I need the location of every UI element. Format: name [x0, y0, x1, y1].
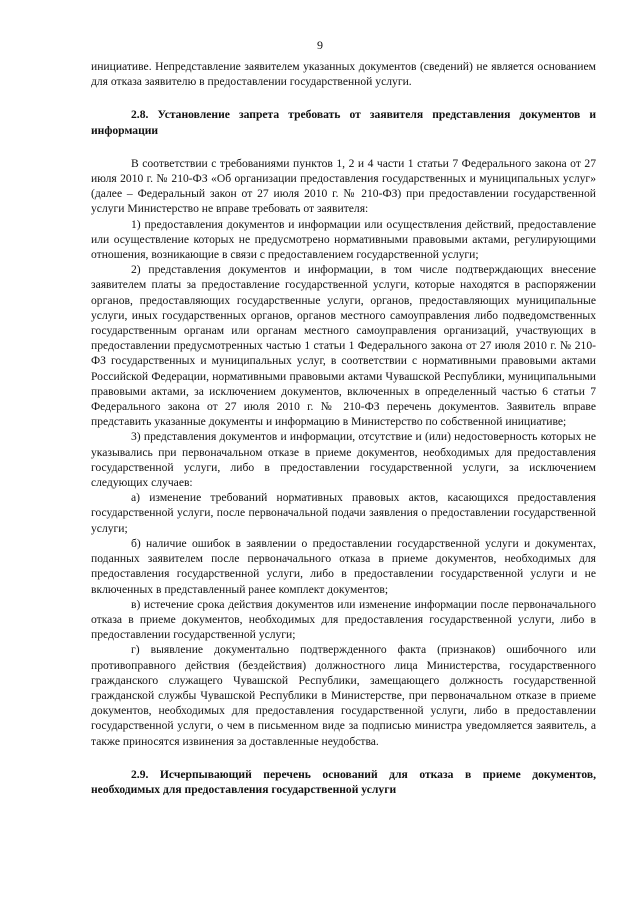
sub-item-a: а) изменение требований нормативных правовых актов, касающихся предоставления государственной услуги, после первоначальной подачи заявления о предоставлении государственной услуги;	[91, 491, 596, 535]
page-number: 9	[317, 38, 323, 52]
list-item-1: 1) предоставления документов и информации или осуществления действий, предоставление или осуществление которых не предусмотрено нормативными правовыми актами, регулирующими отношения, возникающие в связи с предоставлением государственной услуги;	[91, 217, 596, 262]
spacer	[91, 749, 596, 767]
paragraph-continuation: инициативе. Непредставление заявителем указанных документов (сведений) не является основанием для отказа заявителю в предоставлении государственной услуги.	[91, 60, 596, 89]
list-item-3: 3) представления документов и информации, отсутствие и (или) недостоверность которых не указывались при первоначальном отказе в приеме документов, необходимых для предоставления государственной услуги, либо в предоставлении государственной услуги, за исключением следующих случаев:	[91, 430, 596, 490]
page-content	[91, 59, 596, 797]
sub-item-b: б) наличие ошибок в заявлении о предоставлении государственной услуги и документах, поданных заявителем после первоначального отказа в приеме документов, необходимых для предоставления государственной услуги, либо в предоставлении государственной услуги и не включенных в представленный ранее комплект документов;	[91, 536, 596, 596]
spacer	[91, 138, 596, 156]
spacer	[91, 89, 596, 107]
list-item-2: 2) представления документов и информации, в том числе подтверждающих внесение заявителем платы за предоставление государственной услуги, которые находятся в распоряжении органов, предоставляющих государственные услуги, органов, предоставляющих муниципальные услуги, иных государственных органов, органов местного самоуправления либо подведомственных государственным органам или органам местного самоуправления организаций, участвующих в предоставлении предусмотренных частью 1 статьи 1 Федерального закона от 27 июля 2010 г. № 210-ФЗ государственных и муниципальных услуг, в соответствии с нормативными правовыми актами Российской Федерации, нормативными правовыми актами Чувашской Республики, муниципальными правовыми актами, за исключением документов, включенных в определенный частью 6 статьи 7 Федерального закона от 27 июля 2010 г. № 210-ФЗ перечень документов. Заявитель вправе представить указанные документы и информацию в Министерство по собственной инициативе;	[91, 263, 596, 429]
sub-item-g: г) выявление документально подтвержденного факта (признаков) ошибочного или противоправного действия (бездействия) должностного лица Министерства, государственного гражданского служащего Чувашской Республики, замещающего должность государственной гражданской службы Чувашской Республики в Министерстве, при первоначальном отказе в приеме документов, необходимых для предоставления государственной услуги, либо в предоставлении государственной услуги, о чем в письменном виде за подписью министра уведомляется заявитель, а также приносятся извинения за доставленные неудобства.	[91, 643, 596, 748]
section-heading-2-9: 2.9. Исчерпывающий перечень оснований для отказа в приеме документов, необходимых для предоставления государственной услуги	[91, 767, 596, 796]
section-heading-2-8: 2.8. Установление запрета требовать от заявителя представления документов и информации	[91, 108, 596, 137]
sub-item-v: в) истечение срока действия документов или изменение информации после первоначального отказа в приеме документов, необходимых для предоставления государственной услуги, либо в предоставлении государственной услуги;	[91, 597, 596, 642]
paragraph-intro: В соответствии с требованиями пунктов 1, 2 и 4 части 1 статьи 7 Федерального закона от 27 июля 2010 г. № 210-ФЗ «Об организации предоставления государственных и муниципальных услуг» (далее – Федеральный закон от 27 июля 2010 г. № 210-ФЗ) при предоставлении государственной услуги Министерство не вправе требовать от заявителя:	[91, 156, 596, 216]
